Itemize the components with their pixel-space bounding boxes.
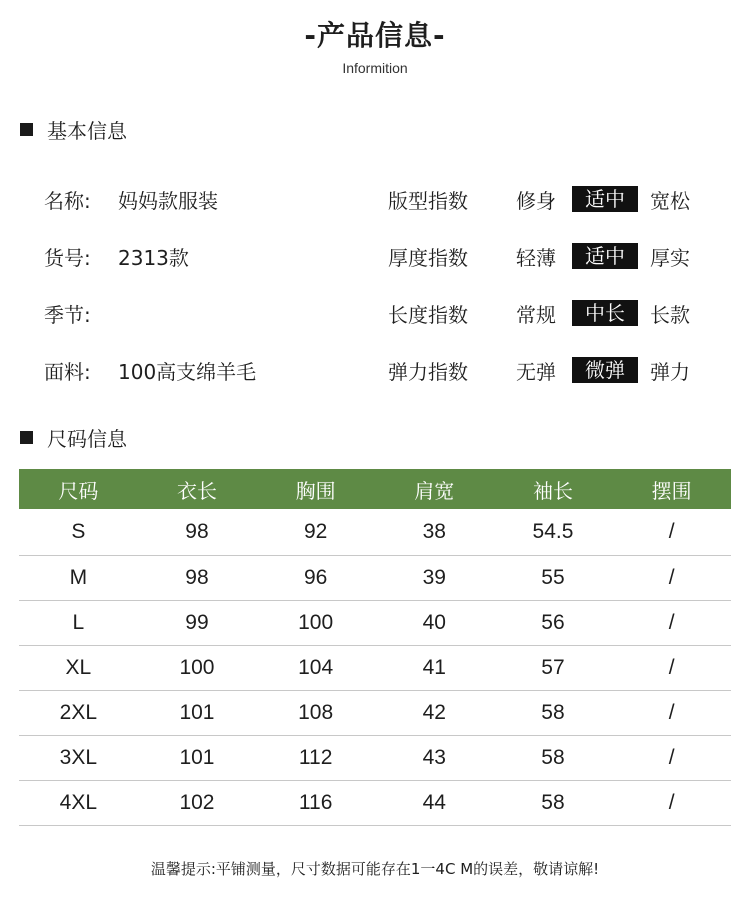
index-option: 无弹 [516, 359, 556, 384]
index-option-selected: 中长 [572, 300, 638, 326]
index-option: 厚实 [650, 245, 690, 270]
table-cell: L [19, 601, 138, 646]
elasticity-index [388, 355, 712, 385]
table-row [19, 509, 731, 556]
table-cell: 102 [138, 781, 257, 826]
field-label: 名称: [44, 188, 91, 213]
column-header: 肩宽 [375, 469, 494, 509]
thickness-index [388, 241, 712, 271]
table-cell: / [612, 646, 731, 691]
table-cell: 41 [375, 646, 494, 691]
measurement-note: 温馨提示:平铺测量，尺寸数据可能存在1一4C M的误差，敬请谅解! [150, 860, 600, 878]
table-cell: 104 [256, 646, 375, 691]
table-header-row [19, 469, 731, 509]
table-row [19, 736, 731, 781]
table-row [19, 556, 731, 601]
table-cell: 112 [256, 736, 375, 781]
table-cell: / [612, 691, 731, 736]
table-row [19, 781, 731, 826]
table-cell: 3XL [19, 736, 138, 781]
field-label: 季节: [44, 302, 91, 327]
column-header: 衣长 [138, 469, 257, 509]
table-cell: 58 [494, 781, 613, 826]
table-cell: 2XL [19, 691, 138, 736]
table-cell: 55 [494, 556, 613, 601]
table-cell: 101 [138, 691, 257, 736]
square-bullet-icon [20, 123, 33, 136]
table-cell: 40 [375, 601, 494, 646]
table-cell: / [612, 781, 731, 826]
fit-index [388, 184, 712, 214]
field-item-number [44, 241, 189, 271]
table-cell: 100 [138, 646, 257, 691]
index-option: 长款 [650, 302, 690, 327]
field-value: 100高支绵羊毛 [118, 359, 257, 384]
index-option: 弹力 [650, 359, 690, 384]
index-label: 长度指数 [388, 302, 468, 327]
table-cell: S [19, 509, 138, 556]
field-value: 妈妈款服装 [118, 188, 218, 213]
table-cell: 96 [256, 556, 375, 601]
column-header: 胸围 [256, 469, 375, 509]
table-row [19, 646, 731, 691]
size-table [19, 469, 731, 826]
table-cell: 56 [494, 601, 613, 646]
table-cell: 39 [375, 556, 494, 601]
field-season [44, 298, 118, 328]
table-cell: 42 [375, 691, 494, 736]
table-cell: 116 [256, 781, 375, 826]
index-label: 厚度指数 [388, 245, 468, 270]
table-cell: 43 [375, 736, 494, 781]
index-option: 常规 [516, 302, 556, 327]
table-cell: / [612, 556, 731, 601]
field-fabric [44, 355, 256, 385]
table-cell: 38 [375, 509, 494, 556]
field-name [44, 184, 218, 214]
table-cell: 58 [494, 691, 613, 736]
table-cell: / [612, 736, 731, 781]
table-cell: 100 [256, 601, 375, 646]
column-header: 袖长 [494, 469, 613, 509]
length-index [388, 298, 712, 328]
table-cell: 108 [256, 691, 375, 736]
index-label: 弹力指数 [388, 359, 468, 384]
basic-info-heading [20, 115, 127, 143]
table-cell: / [612, 601, 731, 646]
index-option: 轻薄 [516, 245, 556, 270]
table-cell: / [612, 509, 731, 556]
table-cell: 54.5 [494, 509, 613, 556]
table-cell: 4XL [19, 781, 138, 826]
table-cell: 101 [138, 736, 257, 781]
index-option-selected: 适中 [572, 186, 638, 212]
table-cell: 98 [138, 556, 257, 601]
table-row [19, 691, 731, 736]
column-header: 摆围 [612, 469, 731, 509]
basic-info-heading-label: 基本信息 [47, 118, 127, 143]
size-info-heading [20, 423, 127, 451]
field-value: 2313款 [118, 245, 189, 270]
index-option: 修身 [516, 188, 556, 213]
page-subtitle: Informition [342, 60, 408, 76]
table-cell: 99 [138, 601, 257, 646]
table-cell: 98 [138, 509, 257, 556]
field-label: 货号: [44, 245, 91, 270]
size-info-heading-label: 尺码信息 [47, 426, 127, 451]
index-option: 宽松 [650, 188, 690, 213]
table-cell: M [19, 556, 138, 601]
index-option-selected: 适中 [572, 243, 638, 269]
square-bullet-icon [20, 431, 33, 444]
table-cell: XL [19, 646, 138, 691]
table-cell: 92 [256, 509, 375, 556]
table-cell: 44 [375, 781, 494, 826]
table-cell: 57 [494, 646, 613, 691]
index-label: 版型指数 [388, 188, 468, 213]
index-option-selected: 微弹 [572, 357, 638, 383]
page-title: -产品信息- [304, 19, 446, 52]
column-header: 尺码 [19, 469, 138, 509]
field-label: 面料: [44, 359, 91, 384]
table-row [19, 601, 731, 646]
table-cell: 58 [494, 736, 613, 781]
